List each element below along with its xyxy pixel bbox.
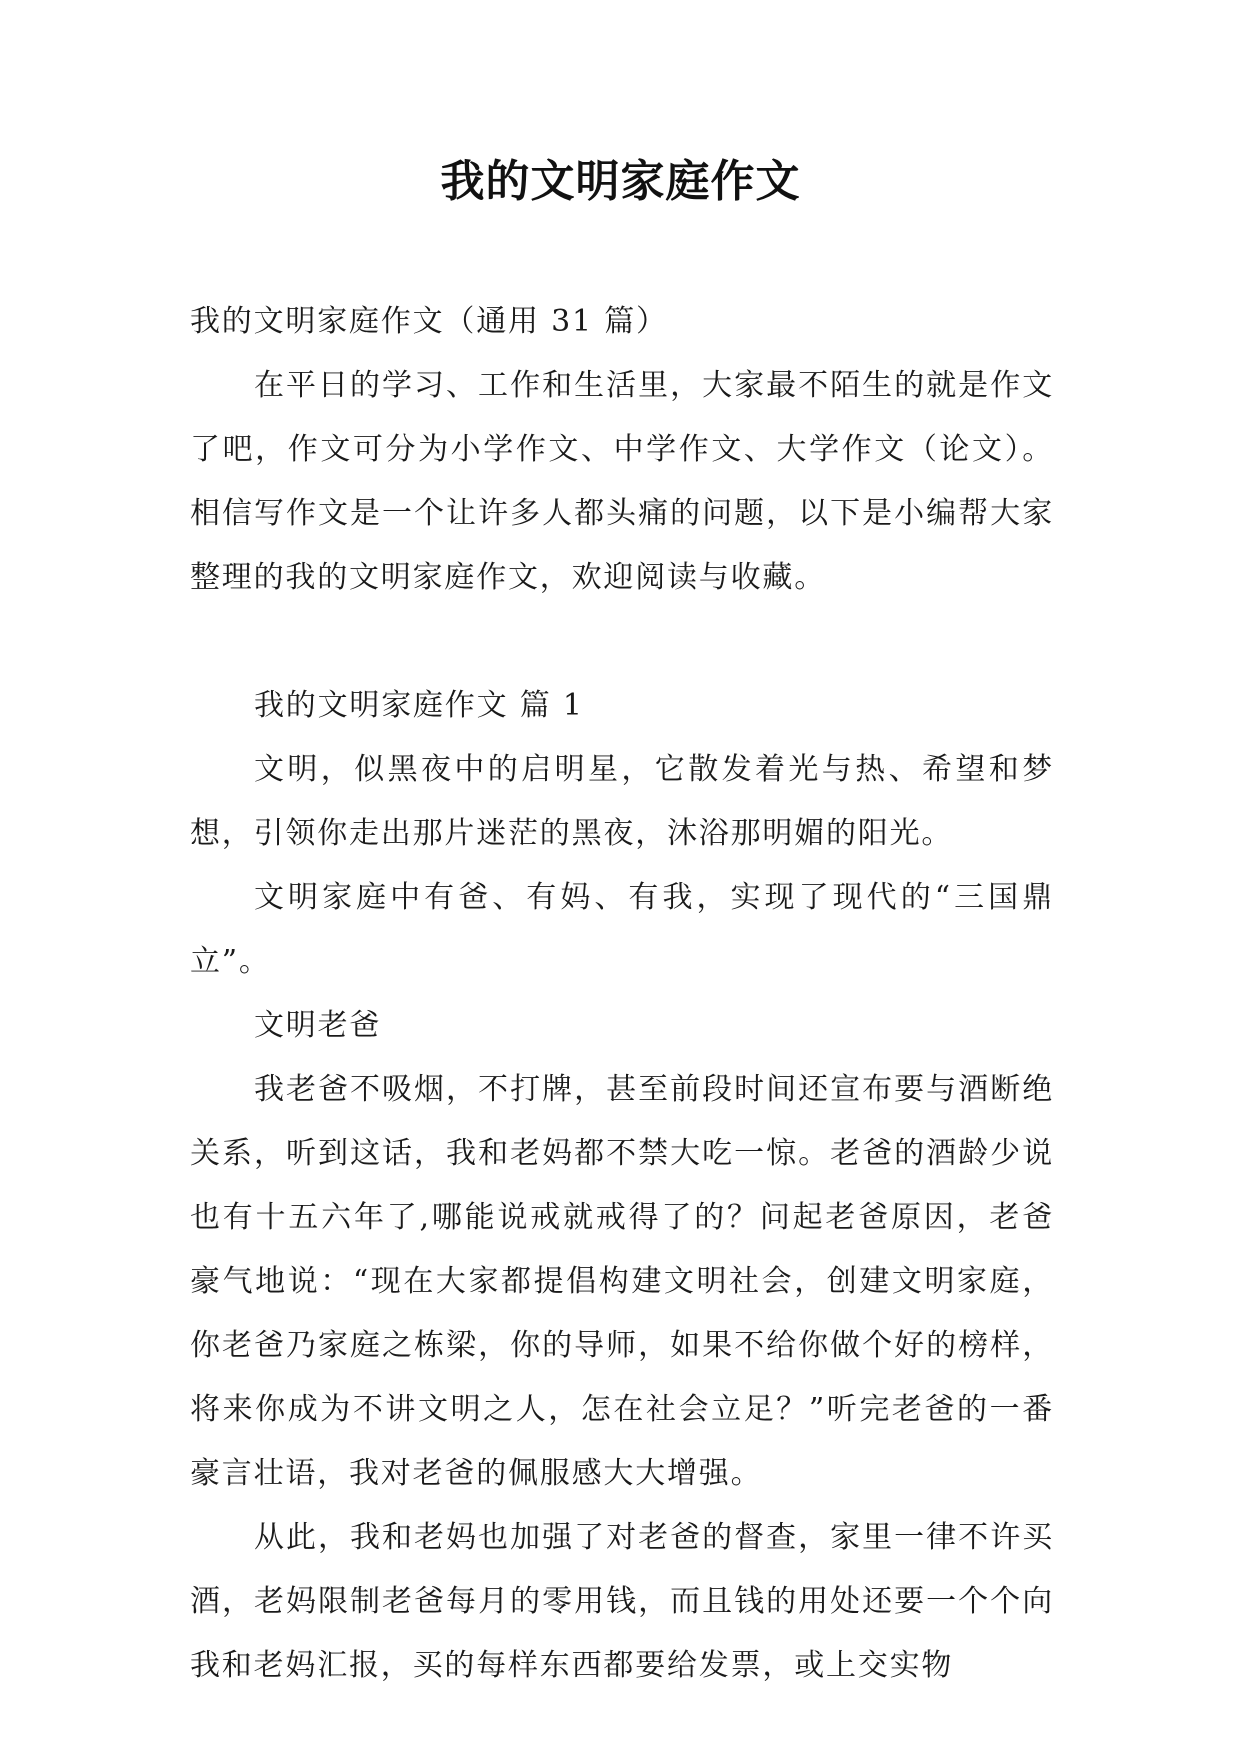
section-heading: 我的文明家庭作文 篇 1 bbox=[254, 688, 584, 723]
body-paragraph: 我老爸不吸烟，不打牌，甚至前段时间还宣布要与酒断绝关系，听到这话，我和老妈都不禁大吃一惊。老爸的酒龄少说也有十五六年了,哪能说戒就戒得了的？问起老爸原因，老爸豪气地说：“现在大家都提倡构建文明社会，创建文明家庭，你老爸乃家庭之栋梁，你的导师，如果不给你做个好的榜样，将来你成为不讲文明之人，怎在社会立足？”听完老爸的一番豪言壮语，我对老爸的佩服感大大增强。 bbox=[190, 1072, 1054, 1491]
body-paragraph: 文明，似黑夜中的启明星，它散发着光与热、希望和梦想，引领你走出那片迷茫的黑夜，沐浴那明媚的阳光。 bbox=[190, 752, 1054, 851]
intro-paragraph: 在平日的学习、工作和生活里，大家最不陌生的就是作文了吧，作文可分为小学作文、中学作文、大学作文（论文）。相信写作文是一个让许多人都头痛的问题，以下是小编帮大家整理的我的文明家庭作文，欢迎阅读与收藏。 bbox=[190, 368, 1054, 595]
document-title: 我的文明家庭作文 bbox=[440, 156, 801, 207]
subheading-paragraph: 文明老爸 bbox=[254, 1008, 382, 1043]
document-subtitle: 我的文明家庭作文（通用 31 篇） bbox=[190, 304, 668, 339]
document-body bbox=[190, 290, 1054, 1698]
body-paragraph: 文明家庭中有爸、有妈、有我，实现了现代的“三国鼎立”。 bbox=[190, 880, 1054, 979]
body-paragraph: 从此，我和老妈也加强了对老爸的督查，家里一律不许买酒，老妈限制老爸每月的零用钱，而且钱的用处还要一个个向我和老妈汇报，买的每样东西都要给发票，或上交实物 bbox=[190, 1520, 1054, 1683]
paragraph-gap bbox=[190, 610, 1054, 674]
